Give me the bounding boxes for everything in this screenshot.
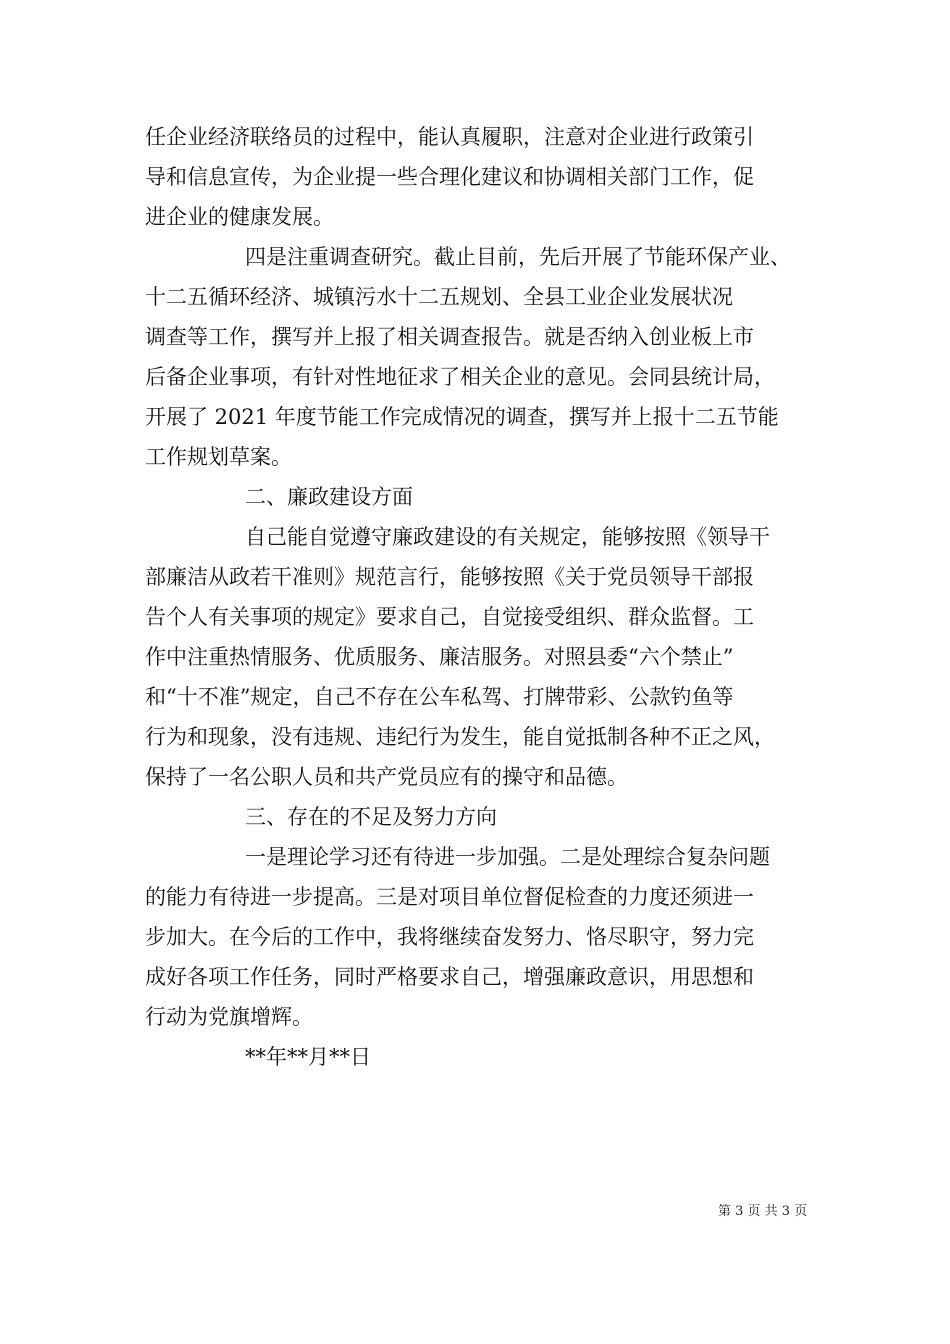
text-line: 步加大。在今后的工作中，我将继续奋发努力、恪尽职守，努力完 xyxy=(145,925,754,949)
text-line: 作中注重热情服务、优质服务、廉洁服务。对照县委“六个禁止” xyxy=(145,645,734,669)
text-line: 导和信息宣传，为企业提一些合理化建议和协调相关部门工作，促 xyxy=(145,165,754,189)
text-line: 三、存在的不足及努力方向 xyxy=(245,805,497,829)
text-line: 调查等工作，撰写并上报了相关调查报告。就是否纳入创业板上市 xyxy=(145,325,754,349)
text-line: 进企业的健康发展。 xyxy=(145,205,334,229)
text-line: 行动为党旗增辉。 xyxy=(145,1005,313,1029)
text-line: 任企业经济联络员的过程中，能认真履职，注意对企业进行政策引 xyxy=(145,125,754,149)
text-line: 工作规划草案。 xyxy=(145,445,292,469)
text-line: 二、廉政建设方面 xyxy=(245,485,413,509)
page-number: 第 3 页 共 3 页 xyxy=(718,1204,808,1219)
text-line: 成好各项工作任务，同时严格要求自己，增强廉政意识，用思想和 xyxy=(145,965,754,989)
text-line: 告个人有关事项的规定》要求自己，自觉接受组织、群众监督。工 xyxy=(145,605,754,629)
document-body xyxy=(145,117,810,1077)
text-line: 一是理论学习还有待进一步加强。二是处理综合复杂问题 xyxy=(245,845,770,869)
text-line: 十二五循环经济、城镇污水十二五规划、全县工业企业发展状况 xyxy=(145,285,733,309)
text-line: 自己能自觉遵守廉政建设的有关规定，能够按照《领导干 xyxy=(245,525,770,549)
text-line: **年**月**日 xyxy=(245,1045,371,1069)
text-line: 部廉洁从政若干准则》规范言行，能够按照《关于党员领导干部报 xyxy=(145,565,754,589)
text-line: 和“十不准”规定，自己不存在公车私驾、打牌带彩、公款钓鱼等 xyxy=(145,685,734,709)
text-line: 的能力有待进一步提高。三是对项目单位督促检查的力度还须进一 xyxy=(145,885,754,909)
text-line: 保持了一名公职人员和共产党员应有的操守和品德。 xyxy=(145,765,628,789)
text-line: 后备企业事项，有针对性地征求了相关企业的意见。会同县统计局， xyxy=(145,365,775,389)
text-line: 四是注重调查研究。截止目前，先后开展了节能环保产业、 xyxy=(245,245,791,269)
text-line: 开展了 2021 年度节能工作完成情况的调查，撰写并上报十二五节能 xyxy=(145,405,779,429)
text-line: 行为和现象，没有违规、违纪行为发生，能自觉抵制各种不正之风， xyxy=(145,725,775,749)
